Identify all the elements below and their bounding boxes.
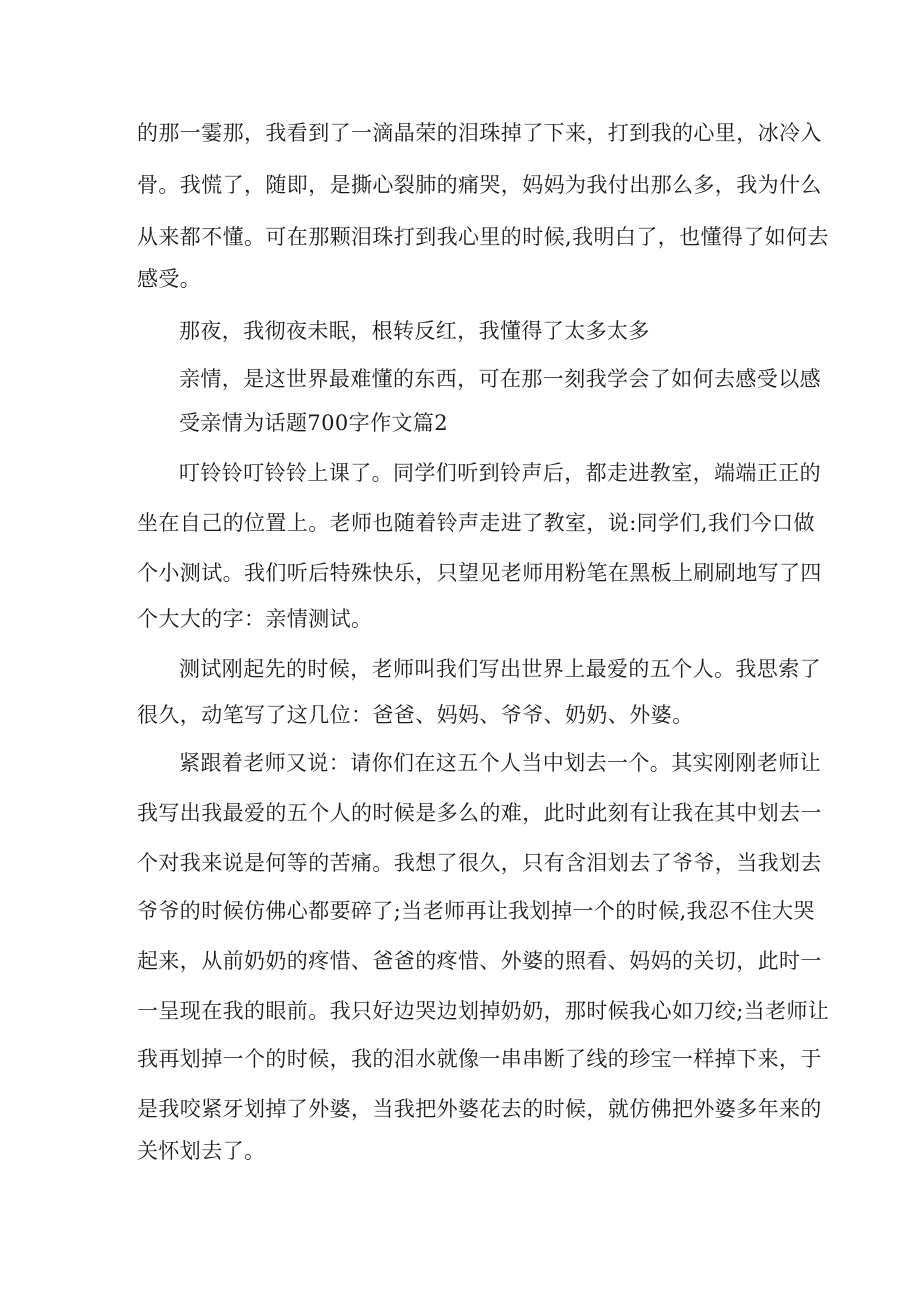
text-line: 我再划掉一个的时候，我的泪水就像一串串断了线的珍宝一样掉下来，于 <box>137 1047 822 1071</box>
text-line: 个大大的字：亲情测试。 <box>137 607 373 631</box>
text-line: 爷爷的时候仿佛心都要碎了;当老师再让我划掉一个的时候,我忍不住大哭 <box>137 899 815 923</box>
text-line: 叮铃铃叮铃铃上课了。同学们听到铃声后，都走进教室，端端正正的 <box>179 461 821 485</box>
text-line: 一呈现在我的眼前。我只好边哭边划掉奶奶，那时候我心如刀绞;当老师让 <box>137 999 830 1023</box>
text-line: 很久，动笔写了这几位：爸爸、妈妈、爷爷、奶奶、外婆。 <box>137 703 694 727</box>
text-line: 感受。 <box>137 267 202 291</box>
text-line: 从来都不懂。可在那颗泪珠打到我心里的时候,我明白了，也懂得了如何去 <box>137 225 829 249</box>
text-line: 那夜，我彻夜未眠，根转反红，我懂得了太多太多 <box>179 319 650 343</box>
text-line: 关怀划去了。 <box>137 1139 266 1163</box>
text-line: 个小测试。我们听后特殊快乐，只望见老师用粉笔在黑板上刷刷地写了四 <box>137 561 822 585</box>
text-line: 的那一霎那，我看到了一滴晶荣的泪珠掉了下来，打到我的心里，冰冷入 <box>137 121 822 145</box>
text-line: 受亲情为话题700字作文篇2 <box>179 411 449 435</box>
text-line: 骨。我慌了，随即，是撕心裂肺的痛哭，妈妈为我付出那么多，我为什么 <box>137 173 822 197</box>
text-line: 测试刚起先的时候，老师叫我们写出世界上最爱的五个人。我思索了 <box>179 657 821 681</box>
text-line: 是我咬紧牙划掉了外婆，当我把外婆花去的时候，就仿佛把外婆多年来的 <box>137 1097 822 1121</box>
text-line: 亲情，是这世界最难懂的东西，可在那一刻我学会了如何去感受以感 <box>179 367 821 391</box>
text-line: 紧跟着老师又说：请你们在这五个人当中划去一个。其实刚刚老师让 <box>179 751 821 775</box>
text-line: 坐在自己的位置上。老师也随着铃声走进了教室，说:同学们,我们今口做 <box>137 511 815 535</box>
text-line: 起来，从前奶奶的疼惜、爸爸的疼惜、外婆的照看、妈妈的关切，此时一 <box>137 949 822 973</box>
text-line: 个对我来说是何等的苦痛。我想了很久，只有含泪划去了爷爷，当我划去 <box>137 851 822 875</box>
text-line: 我写出我最爱的五个人的时候是多么的难，此时此刻有让我在其中划去一 <box>137 801 822 825</box>
